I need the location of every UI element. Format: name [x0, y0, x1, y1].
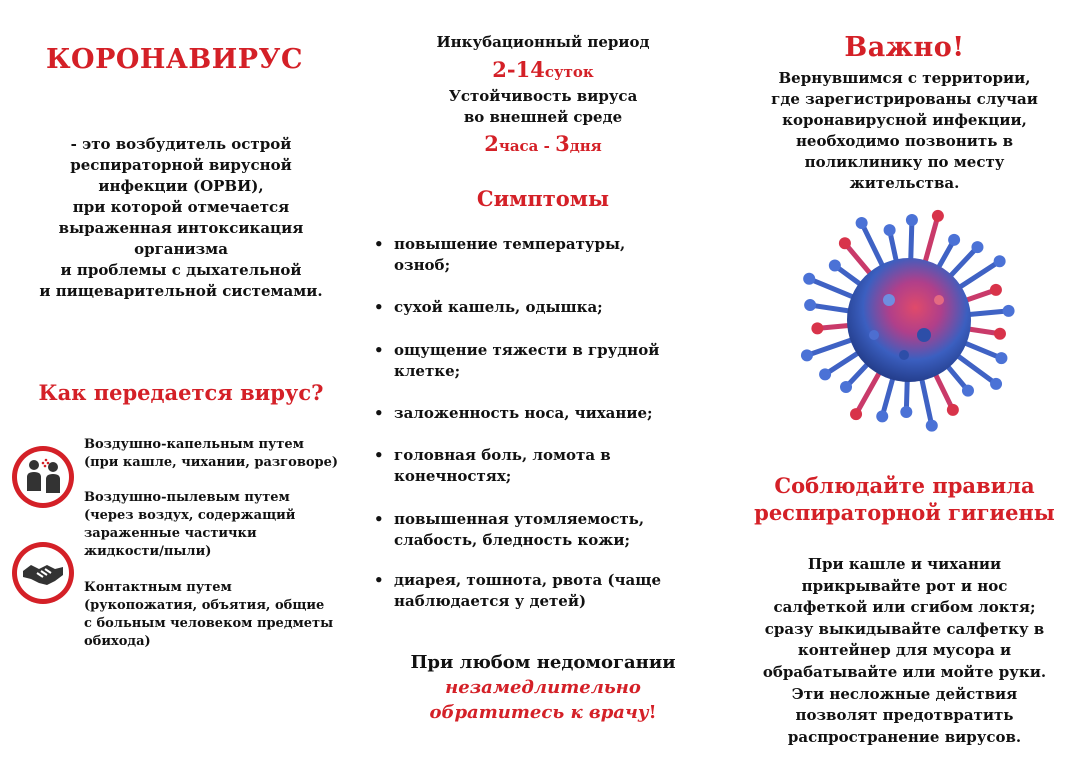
- incubation-label: Инкубационный период: [436, 33, 650, 51]
- virus-spike-tip: [804, 299, 816, 311]
- route-dust: Воздушно-пылевым путем (через воздух, содержащий зараженные частички жидкости/пыли): [84, 490, 296, 559]
- virus-spike-tip: [995, 352, 1007, 364]
- resistance-value: 2часа - 3дня: [484, 131, 602, 156]
- middle-column: [362, 0, 724, 768]
- hygiene-title: Соблюдайте правила респираторной гигиены: [754, 473, 1055, 525]
- definition-text: - это возбудитель острой респираторной вирусной инфекции (ОРВИ), при которой отмечается выраженная интоксикация организма и проблемы с дыхательной и пищеварительной системами.: [39, 135, 323, 300]
- virus-spike-tip: [829, 260, 841, 272]
- footer-call: При любом недомогании незамедлительно обратитесь к врачу!: [410, 652, 676, 723]
- virus-spike: [862, 223, 885, 271]
- virus-spike-tip: [803, 273, 815, 285]
- virus-spike-tip: [801, 349, 813, 361]
- important-title: Важно!: [844, 32, 965, 63]
- symptom-item: • сухой кашель, одышка;: [374, 298, 603, 316]
- left-column: [0, 0, 362, 768]
- virus-spike-tip: [876, 410, 888, 422]
- virus-spike-tip: [947, 404, 959, 416]
- virus-spike-tip: [884, 224, 896, 236]
- symptom-item: • ощущение тяжести в грудной клетке;: [374, 341, 660, 380]
- symptom-item: • повышение температуры, озноб;: [374, 235, 626, 274]
- symptoms-title: Симптомы: [476, 186, 610, 211]
- important-text: Вернувшимся с территории, где зарегистрированы случаи коронавирусной инфекции, необходимо позвонить в поликлинику по месту жительства.: [771, 69, 1038, 192]
- virus-spike-tip: [994, 255, 1006, 267]
- virus-spike-tip: [990, 284, 1002, 296]
- virus-illustration-icon: [794, 205, 1024, 435]
- virus-spike: [921, 374, 932, 426]
- virus-spike-tip: [811, 322, 823, 334]
- symptom-item: • повышенная утомляемость, слабость, бледность кожи;: [374, 510, 645, 549]
- handshake-icon: [12, 542, 74, 604]
- cough-people-icon: [12, 446, 74, 508]
- virus-spike: [924, 216, 938, 267]
- hygiene-text: При кашле и чихании прикрывайте рот и нос салфеткой или сгибом локтя; сразу выкидывайте салфетку в контейнер для мусора и обрабатывайте или мойте руки. Эти несложные действия позволят предотвратить распространение вирусов.: [762, 555, 1047, 746]
- symptom-item: • головная боль, ломота в конечностях;: [374, 446, 611, 485]
- virus-spike-tip: [840, 381, 852, 393]
- resistance-label: Устойчивость вируса во внешней среде: [448, 87, 638, 126]
- incubation-value: 2-14суток: [492, 57, 594, 82]
- virus-spike-tip: [850, 408, 862, 420]
- right-column: [724, 0, 1085, 768]
- page-title: КОРОНАВИРУС: [46, 44, 303, 75]
- virus-spike-tip: [900, 406, 912, 418]
- route-airborne: Воздушно-капельным путем (при кашле, чихании, разговоре): [84, 437, 339, 470]
- virus-spike-tip: [948, 234, 960, 246]
- virus-spike-tip: [990, 378, 1002, 390]
- virus-spike-tip: [932, 210, 944, 222]
- virus-spike: [807, 338, 857, 355]
- transmission-title: Как передается вирус?: [38, 380, 324, 405]
- symptom-item: • диарея, тошнота, рвота (чаще наблюдается у детей): [374, 571, 661, 610]
- virus-spike: [809, 279, 858, 299]
- virus-spike-tip: [856, 217, 868, 229]
- virus-spike-tip: [962, 385, 974, 397]
- virus-spike-tip: [906, 214, 918, 226]
- virus-spike-tip: [839, 237, 851, 249]
- virus-spike-tip: [819, 368, 831, 380]
- virus-spike-tip: [926, 420, 938, 432]
- virus-spike-tip: [971, 241, 983, 253]
- symptom-item: • заложенность носа, чихание;: [374, 404, 653, 422]
- route-contact: Контактным путем (рукопожатия, объятия, общие с больным человеком предметы обихода): [84, 580, 334, 649]
- virus-spike-tip: [1003, 305, 1015, 317]
- virus-spike-tip: [994, 328, 1006, 340]
